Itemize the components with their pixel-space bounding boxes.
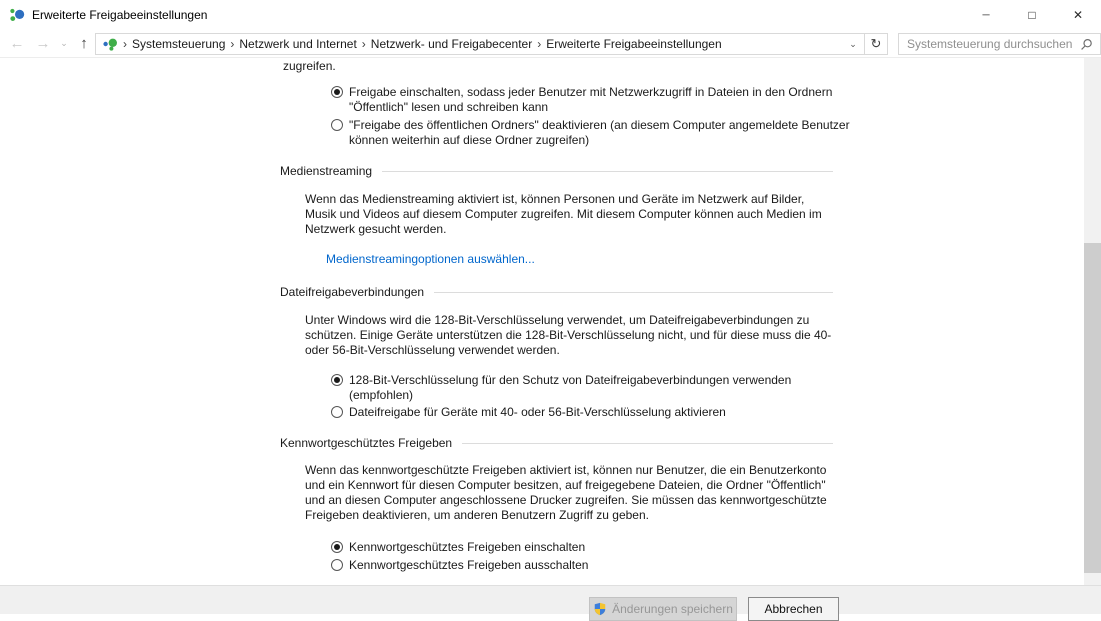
title-bar (0, 0, 1101, 30)
radio-label[interactable]: Kennwortgeschütztes Freigeben ausschalten (349, 558, 589, 572)
maximize-button[interactable] (1009, 0, 1055, 30)
search-icon[interactable] (1080, 38, 1093, 51)
save-changes-button[interactable] (589, 597, 737, 621)
section-divider (434, 292, 833, 293)
navigation-toolbar (0, 30, 1101, 58)
forward-icon: → (35, 35, 51, 52)
section-header-medienstreaming (280, 164, 833, 179)
save-changes-label: Änderungen speichern (612, 602, 733, 616)
vertical-scrollbar[interactable] (1084, 58, 1101, 585)
radio-option-40-56bit[interactable] (331, 405, 726, 420)
up-arrow-icon: ↑ (80, 35, 88, 52)
recent-locations-button[interactable] (56, 30, 72, 57)
file-sharing-description: Unter Windows wird die 128-Bit-Verschlüsselung verwendet, um Dateifreigabeverbindungen zu schützen. Einige Geräte unterstützen die 128-Bit-Verschlüsselung nicht, und für diese muss die 40- oder 56-Bit-Verschlüsselung verwendet werden. (305, 313, 832, 357)
refresh-button[interactable] (864, 34, 887, 54)
forward-button[interactable] (30, 30, 56, 57)
radio-button[interactable] (331, 119, 343, 131)
radio-option-public-folder-on[interactable] (331, 85, 854, 115)
close-button[interactable] (1055, 0, 1101, 30)
breadcrumb-item-erweiterte-freigabeeinstellungen[interactable]: Erweiterte Freigabeeinstellungen (546, 37, 722, 51)
radio-option-password-sharing-on[interactable] (331, 540, 585, 555)
cancel-label: Abbrechen (764, 602, 823, 616)
sharing-settings-icon (9, 7, 25, 23)
search-input[interactable] (898, 33, 1101, 55)
cancel-button[interactable] (748, 597, 839, 621)
media-streaming-description: Wenn das Medienstreaming aktiviert ist, können Personen und Geräte im Netzwerk auf Bilder, Musik und Videos auf diesem Computer zugreifen. Mit diesem Computer können auch Medien im Netzwerk gesucht werden. (305, 192, 822, 236)
back-icon: ← (9, 35, 25, 52)
section-header-kennwortgeschuetztes-freigeben (280, 436, 833, 451)
radio-option-public-folder-off[interactable] (331, 118, 854, 148)
radio-button[interactable] (331, 86, 343, 98)
radio-button[interactable] (331, 559, 343, 571)
breadcrumb-item-netzwerk-freigabecenter[interactable]: Netzwerk- und Freigabecenter (370, 37, 533, 51)
breadcrumb-item-netzwerk-und-internet[interactable]: Netzwerk und Internet (239, 37, 357, 51)
section-title: Kennwortgeschütztes Freigeben (280, 436, 453, 450)
breadcrumb-separator-icon: › (230, 37, 235, 51)
breadcrumb-item-systemsteuerung[interactable]: Systemsteuerung (132, 37, 226, 51)
radio-button[interactable] (331, 406, 343, 418)
chevron-down-icon: ⌄ (849, 38, 857, 49)
scrollbar-thumb[interactable] (1084, 243, 1101, 573)
section-divider (382, 171, 833, 172)
radio-button[interactable] (331, 541, 343, 553)
radio-button[interactable] (331, 374, 343, 386)
radio-label[interactable]: 128-Bit-Verschlüsselung für den Schutz von Dateifreigabeverbindungen verwenden (empfohlen) (349, 373, 792, 402)
radio-label[interactable]: Kennwortgeschütztes Freigeben einschalten (349, 540, 586, 554)
search-placeholder: Systemsteuerung durchsuchen (907, 37, 1073, 51)
breadcrumb-separator-icon: › (123, 37, 127, 51)
address-bar[interactable] (95, 33, 888, 55)
media-streaming-options-link[interactable]: Medienstreamingoptionen auswählen... (326, 252, 535, 266)
section-title: Dateifreigabeverbindungen (280, 285, 425, 299)
radio-label[interactable]: Freigabe einschalten, sodass jeder Benutzer mit Netzwerkzugriff in Dateien in den Ordnern "Öffentlich" lesen und schreiben kann (349, 85, 833, 114)
radio-option-128bit[interactable] (331, 373, 854, 403)
section-header-dateifreigabeverbindungen (280, 285, 833, 300)
minimize-icon: ─ (982, 9, 990, 21)
refresh-icon: ↻ (870, 36, 882, 51)
radio-label[interactable]: "Freigabe des öffentlichen Ordners" deaktivieren (an diesem Computer angemeldete Benutzer können weiterhin auf diese Ordner zugreifen) (349, 118, 850, 147)
radio-option-password-sharing-off[interactable] (331, 558, 588, 573)
window-title: Erweiterte Freigabeeinstellungen (32, 8, 208, 22)
back-button[interactable] (4, 30, 30, 57)
section-divider (462, 443, 833, 444)
address-dropdown-button[interactable] (842, 39, 864, 50)
up-button[interactable] (74, 30, 94, 57)
password-sharing-description: Wenn das kennwortgeschützte Freigeben aktiviert ist, können nur Benutzer, die ein Benutzerkonto und ein Kennwort für diesen Computer besitzen, auf freigegebene Dateien, die Ordner "Öffentlich" und an diesen Computer angeschlossene Drucker zugreifen. Sie müssen das kennwortgeschützte Freigeben deaktivieren, um anderen Benutzern Zugriff zu geben. (305, 463, 827, 522)
clipped-text-line: zugreifen. (283, 59, 336, 73)
close-icon: ✕ (1072, 8, 1084, 22)
window-controls (963, 0, 1101, 30)
chevron-down-icon: ⌄ (60, 38, 68, 48)
minimize-button[interactable] (963, 0, 1009, 30)
maximize-icon: □ (1028, 7, 1036, 22)
radio-label[interactable]: Dateifreigabe für Geräte mit 40- oder 56-Bit-Verschlüsselung aktivieren (349, 405, 726, 419)
breadcrumb-separator-icon: › (361, 37, 366, 51)
breadcrumb-separator-icon: › (537, 37, 542, 51)
location-icon (102, 36, 118, 52)
footer-bar (0, 585, 1101, 614)
section-title: Medienstreaming (280, 164, 373, 178)
